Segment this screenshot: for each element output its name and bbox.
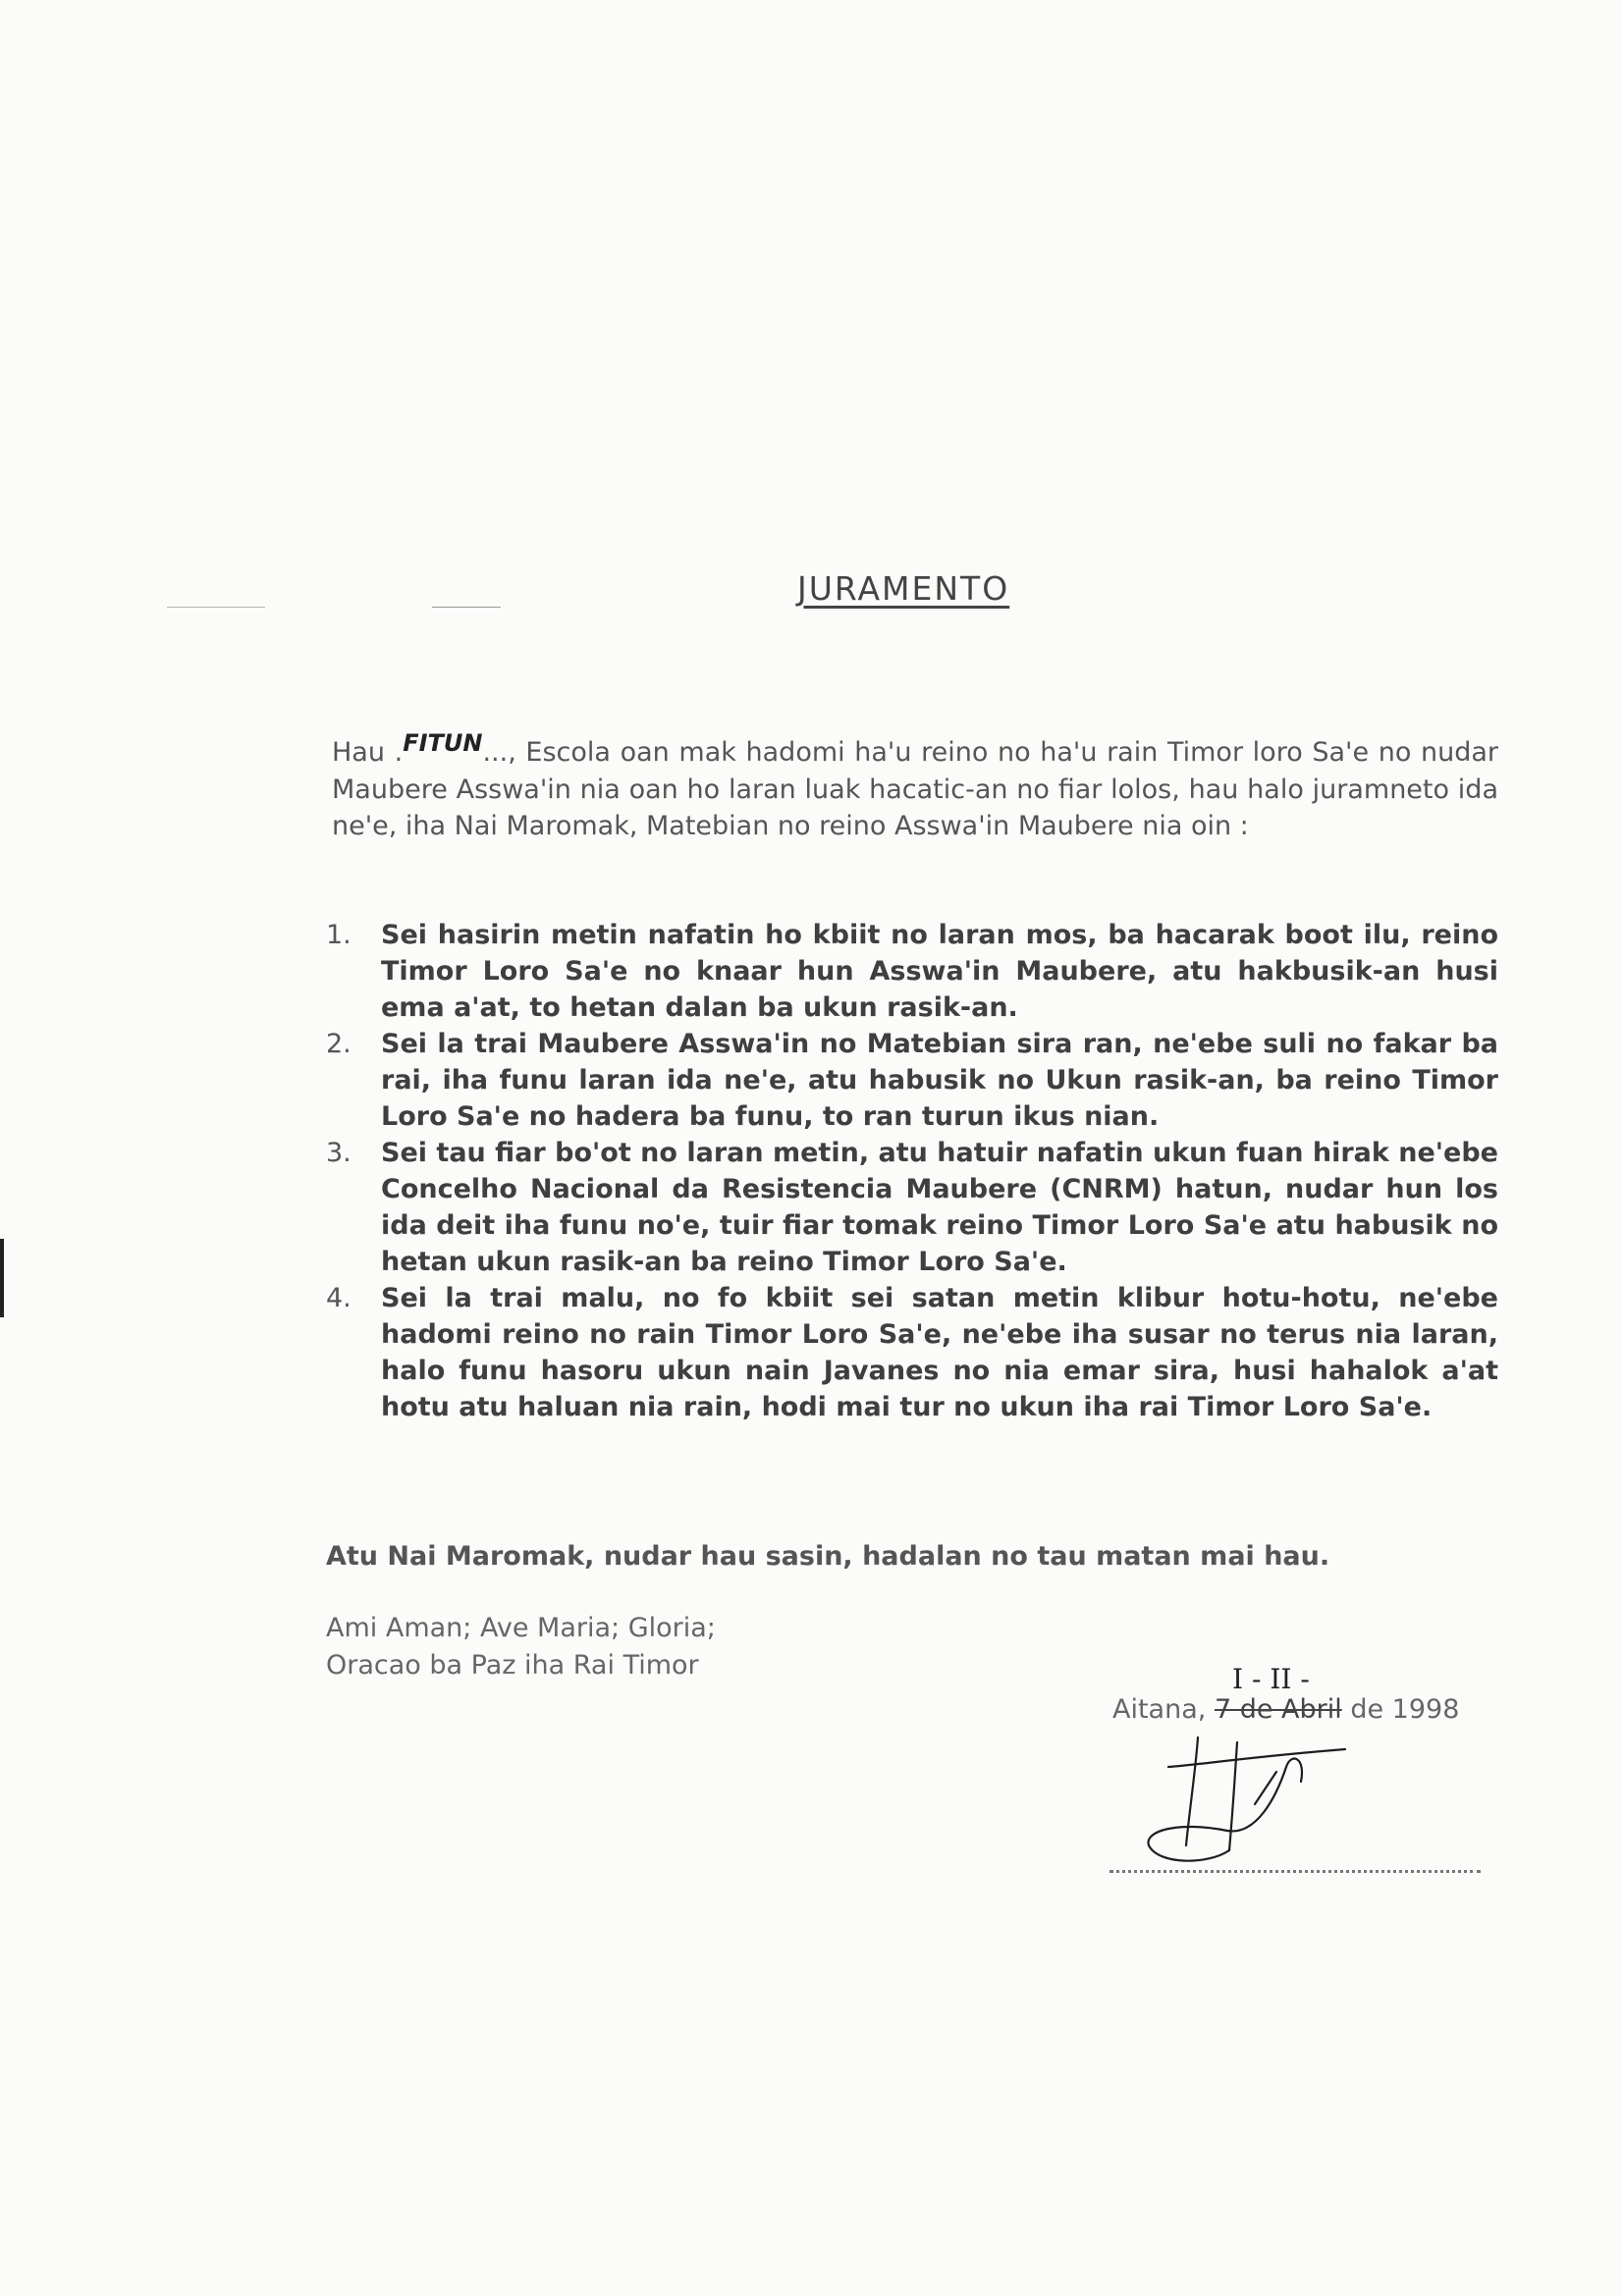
scan-dash-line <box>167 607 265 608</box>
intro-text: ..., Escola oan mak hadomi ha'u reino no ha'u rain Timor loro Sa'e no nudar Maubere Asswa'in nia oan ho laran luak hacatic-an no fiar lolos, hau halo juramneto ida ne'e, iha Nai Maromak, Matebian no reino Asswa'in Maubere nia oin : <box>332 737 1498 841</box>
handwritten-name: FITUN <box>403 729 483 757</box>
oath-number: 1. <box>326 920 352 950</box>
place-name: Aitana, <box>1112 1694 1207 1725</box>
scan-mark <box>0 1239 4 1317</box>
oath-item <box>326 1280 1498 1425</box>
oath-text: Sei la trai malu, no fo kbiit sei satan metin klibur hotu-hotu, ne'ebe hadomi reino no rain Timor Loro Sa'e, ne'ebe iha susar no terus nia laran, halo funu hasoru ukun nain Javanes no nia emar sira, husi hahalok a'at hotu atu haluan nia rain, hodi mai tur no ukun iha rai Timor Loro Sa'e. <box>381 1283 1498 1422</box>
handwritten-date-correction: I - II - <box>1232 1663 1310 1695</box>
closing-line: Atu Nai Maromak, nudar hau sasin, hadalan no tau matan mai hau. <box>326 1541 1330 1572</box>
oath-item <box>326 917 1498 1026</box>
place-date <box>1112 1694 1459 1725</box>
signature-line <box>1109 1870 1481 1873</box>
oath-list <box>326 917 1498 1425</box>
oath-number: 2. <box>326 1029 352 1059</box>
prayer-line: Ami Aman; Ave Maria; Gloria; <box>326 1613 716 1643</box>
oath-item <box>326 1135 1498 1280</box>
document-title: JURAMENTO <box>797 569 1010 608</box>
scan-dash-line <box>432 607 501 608</box>
struck-date: 7 de Abril <box>1214 1694 1342 1725</box>
signature-image <box>1139 1728 1375 1875</box>
intro-prefix: Hau . <box>332 737 404 768</box>
oath-number: 4. <box>326 1283 352 1313</box>
prayer-line: Oracao ba Paz iha Rai Timor <box>326 1650 699 1681</box>
oath-text: Sei la trai Maubere Asswa'in no Matebian sira ran, ne'ebe suli no fakar ba rai, iha funu laran ida ne'e, atu habusik no Ukun rasik-an, ba reino Timor Loro Sa'e no hadera ba funu, to ran turun ikus nian. <box>381 1029 1498 1132</box>
oath-number: 3. <box>326 1138 352 1168</box>
oath-text: Sei hasirin metin nafatin ho kbiit no laran mos, ba hacarak boot ilu, reino Timor Loro Sa'e no knaar hun Asswa'in Maubere, atu hakbusik-an husi ema a'at, to hetan dalan ba ukun rasik-an. <box>381 920 1498 1023</box>
prayers-block <box>326 1610 716 1684</box>
date-year: de 1998 <box>1350 1694 1460 1725</box>
intro-paragraph <box>332 729 1498 844</box>
oath-item <box>326 1026 1498 1135</box>
oath-text: Sei tau fiar bo'ot no laran metin, atu hatuir nafatin ukun fuan hirak ne'ebe Concelho Nacional da Resistencia Maubere (CNRM) hatun, nudar hun los ida deit iha funu no'e, tuir fiar tomak reino Timor Loro Sa'e atu habusik no hetan ukun rasik-an ba reino Timor Loro Sa'e. <box>381 1138 1498 1277</box>
